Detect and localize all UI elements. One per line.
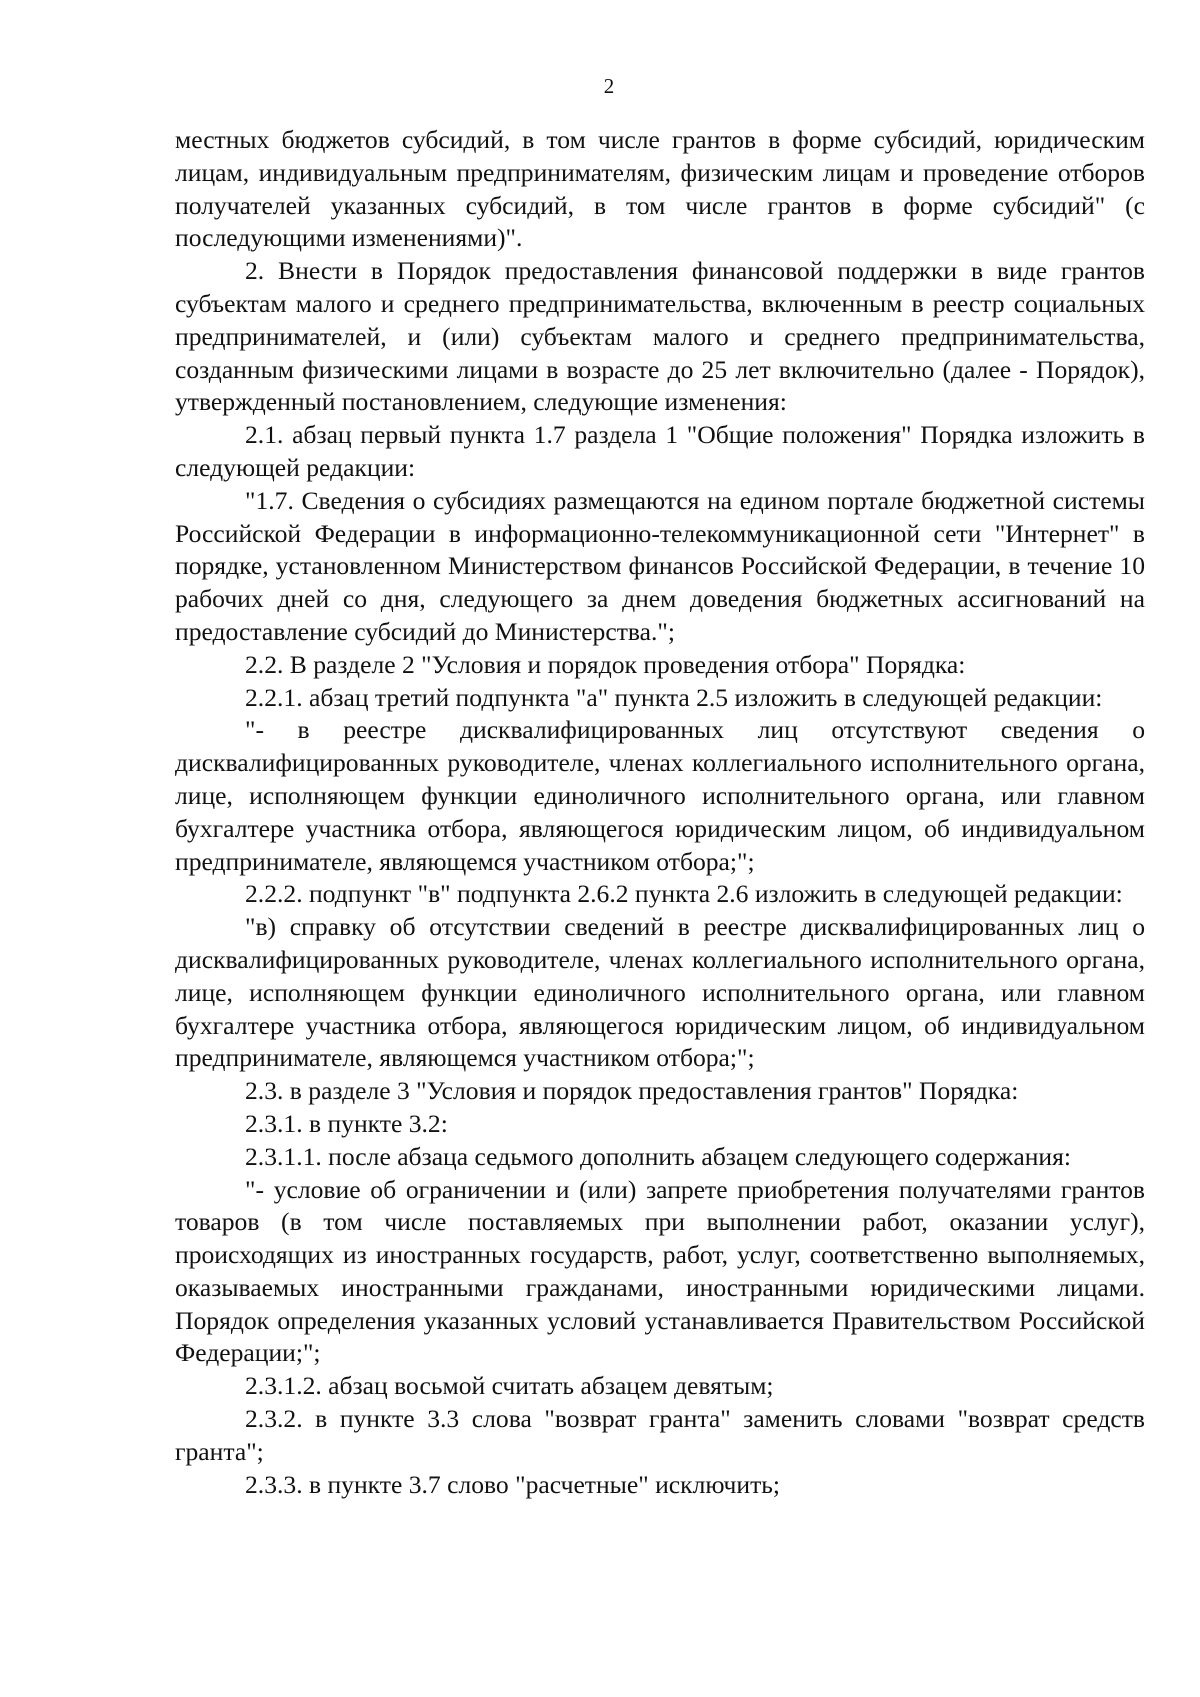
paragraph-item-2-3: 2.3. в разделе 3 "Условия и порядок предоставления грантов" Порядка: — [245, 1076, 1019, 1106]
document-body — [175, 124, 1145, 1501]
paragraph-quote-certificate: "в) справку об отсутствии сведений в реестре дисквалифицированных лиц о дисквалифицированных руководителе, членах коллегиального исполнительного органа, лице, исполняющем функции единоличного исполнительного органа, или главном бухгалтере участника отбора, являющегося юридическим лицом, об индивидуальном предпринимателе, являющемся участником отбора;"; — [175, 912, 1145, 1073]
page-number: 2 — [603, 74, 615, 98]
paragraph-item-2-1: 2.1. абзац первый пункта 1.7 раздела 1 "Общие положения" Порядка изложить в следующей редакции: — [175, 420, 1145, 482]
paragraph-quote-condition: "- условие об ограничении и (или) запрете приобретения получателями грантов товаров (в том числе поставляемых при выполнении работ, оказании услуг), происходящих из иностранных государств, работ, услуг, соответственно выполняемых, оказываемых иностранными гражданами, иностранными юридическими лицами. Порядок определения указанных условий устанавливается Правительством Российской Федерации;"; — [175, 1174, 1145, 1368]
paragraph-item-2-2-2: 2.2.2. подпункт "в" подпункта 2.6.2 пункта 2.6 изложить в следующей редакции: — [245, 879, 1123, 909]
paragraph-item-2-3-1: 2.3.1. в пункте 3.2: — [245, 1108, 448, 1138]
paragraph-item-2-3-2: 2.3.2. в пункте 3.3 слова "возврат гранта" заменить словами "возврат средств гранта"; — [175, 1404, 1145, 1466]
paragraph-quote-1-7: "1.7. Сведения о субсидиях размещаются на едином портале бюджетной системы Российской Федерации в информационно-телекоммуникационной сети "Интернет" в порядке, установленном Министерством финансов Российской Федерации, в течение 10 рабочих дней со дня, следующего за днем доведения бюджетных ассигнований на предоставление субсидий до Министерства."; — [175, 485, 1145, 646]
paragraph-quote-registry: "- в реестре дисквалифицированных лиц отсутствуют сведения о дисквалифицированных руководителе, членах коллегиального исполнительного органа, лице, исполняющем функции единоличного исполнительного органа, или главном бухгалтере участника отбора, являющегося юридическим лицом, об индивидуальном предпринимателе, являющемся участником отбора;"; — [175, 715, 1145, 876]
paragraph-item-2-2-1: 2.2.1. абзац третий подпункта "а" пункта 2.5 изложить в следующей редакции: — [245, 682, 1103, 712]
paragraph-continuation: местных бюджетов субсидий, в том числе грантов в форме субсидий, юридическим лицам, индивидуальным предпринимателям, физическим лицам и проведение отборов получателей указанных субсидий, в том числе грантов в форме субсидий" (с последующими изменениями)". — [175, 125, 1145, 253]
paragraph-item-2-2: 2.2. В разделе 2 "Условия и порядок проведения отбора" Порядка: — [245, 649, 966, 679]
paragraph-item-2-3-1-1: 2.3.1.1. после абзаца седьмого дополнить абзацем следующего содержания: — [245, 1141, 1071, 1171]
paragraph-item-2-3-1-2: 2.3.1.2. абзац восьмой считать абзацем девятым; — [245, 1371, 774, 1401]
paragraph-item-2-3-3: 2.3.3. в пункте 3.7 слово "расчетные" исключить; — [245, 1469, 781, 1499]
paragraph-item-2: 2. Внести в Порядок предоставления финансовой поддержки в виде грантов субъектам малого и среднего предпринимательства, включенным в реестр социальных предпринимателей, и (или) субъектам малого и среднего предпринимательства, созданным физическими лицами в возрасте до 25 лет включительно (далее - Порядок), утвержденный постановлением, следующие изменения: — [175, 256, 1145, 417]
